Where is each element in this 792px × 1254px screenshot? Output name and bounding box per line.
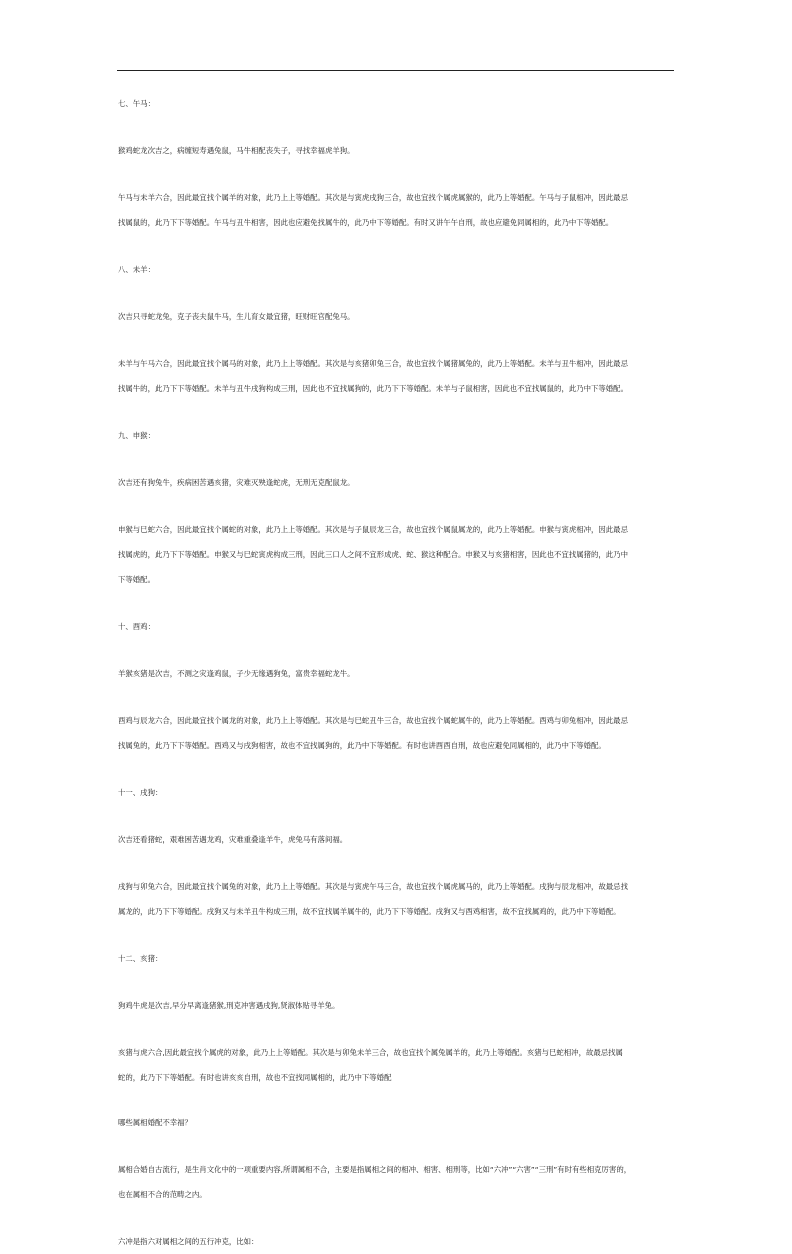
section-xu-gou	[118, 780, 674, 924]
body-line: 午马与未羊六合，因此最宜找个属羊的对象，此乃上上等婚配。其次是与寅虎戌狗三合，故也宜找个属虎属猴的，此乃上等婚配。午马与子鼠相冲，因此最忌	[118, 193, 628, 202]
document-body	[118, 91, 674, 1254]
body-line: 找属虎的，此乃下下等婚配。申猴又与巳蛇寅虎构成三刑，因此三口人之间不宜形成虎、蛇、猴这种配合。申猴又与亥猪相害，因此也不宜找属猪的，此乃中	[118, 550, 628, 559]
body-line: 找属兔的，此乃下下等婚配。酉鸡又与戌狗相害，故也不宜找属狗的，此乃中下等婚配。有时也讲酉酉自刑，故也应避免同属相的，此乃中下等婚配。	[118, 741, 606, 750]
section-verse: 狗鸡牛虎是次吉,早分早离逢猪猴,刑克冲害遇戌狗,贤淑体贴寻羊兔。	[118, 1001, 340, 1010]
closing-question: 哪些属相婚配不幸福？	[118, 1118, 192, 1127]
closing-section	[118, 1110, 674, 1254]
body-line: 下等婚配。	[118, 575, 155, 584]
section-verse: 次吉只寻蛇龙兔，克子丧夫鼠牛马，生儿育女最宜猪，旺财旺官配兔马。	[118, 312, 355, 321]
body-line: 蛇的，此乃下下等婚配。有时也讲亥亥自刑，故也不宜找同属相的，此乃中下等婚配	[118, 1073, 392, 1082]
section-verse: 羊猴亥猪是次吉，不测之灾逢鸡鼠，子少无缘遇狗兔，富贵幸福蛇龙牛。	[118, 669, 355, 678]
section-verse: 次吉还有狗兔牛，疾病困苦遇亥猪，灾难灭殃逢蛇虎，无刑无克配鼠龙。	[118, 478, 355, 487]
body-line: 找属牛的，此乃下下等婚配。未羊与丑牛戌狗构成三刑，因此也不宜找属狗的，此乃下下等婚配。未羊与子鼠相害，因此也不宜找属鼠的，此乃中下等婚配。	[118, 384, 628, 393]
section-verse: 次吉还看猪蛇，艰难困苦遇龙鸡，灾难重叠逢羊牛，虎兔马有落间福。	[118, 835, 348, 844]
closing-last-line: 六冲是指六对属相之间的五行冲克，比如：	[118, 1237, 259, 1246]
section-shen-hou	[118, 423, 674, 592]
header-rule	[117, 70, 674, 71]
section-wu-ma	[118, 91, 674, 235]
section-wei-yang	[118, 257, 674, 401]
section-heading: 十一、戌狗：	[118, 788, 163, 797]
body-line: 戌狗与卯兔六合，因此最宜找个属兔的对象，此乃上上等婚配。其次是与寅虎午马三合，故也宜找个属虎属马的，此乃上等婚配。戌狗与辰龙相冲，故最忌找	[118, 882, 628, 891]
body-line: 亥猪与虎六合,因此最宜找个属虎的对象，此乃上上等婚配。其次是与卯兔未羊三合，故也宜找个属兔属羊的，此乃上等婚配。亥猪与巳蛇相冲，故最忌找属	[118, 1048, 623, 1057]
section-heading: 七、午马：	[118, 99, 155, 108]
body-line: 申猴与巳蛇六合，因此最宜找个属蛇的对象，此乃上上等婚配。其次是与子鼠辰龙三合，故也宜找个属鼠属龙的，此乃上等婚配。申猴与寅虎相冲，因此最忌	[118, 525, 628, 534]
section-you-ji	[118, 614, 674, 758]
body-line: 也在属相不合的范畴之内。	[118, 1190, 207, 1199]
section-verse: 猴鸡蛇龙次吉之，病缠短寿遇兔鼠，马牛相配丧失子，寻找幸福虎羊狗。	[118, 146, 355, 155]
body-line: 酉鸡与辰龙六合，因此最宜找个属龙的对象，此乃上上等婚配。其次是与巳蛇丑牛三合，故也宜找个属蛇属牛的，此乃上等婚配。酉鸡与卯兔相冲，因此最忌	[118, 716, 628, 725]
body-line: 属相合婚自古流行，是生肖文化中的一项重要内容,所谓属相不合，主要是指属相之间的相冲、相害、相刑等，比如“六冲”“六害”“三刑”有时有些相克厉害的，	[118, 1165, 632, 1174]
body-line: 未羊与午马六合，因此最宜找个属马的对象，此乃上上等婚配。其次是与亥猪卯兔三合，故也宜找个属猪属兔的，此乃上等婚配。未羊与丑牛相冲，因此最忌	[118, 359, 628, 368]
section-heading: 八、未羊：	[118, 265, 155, 274]
section-heading: 十、酉鸡：	[118, 622, 155, 631]
body-line: 属龙的，此乃下下等婚配。戌狗又与未羊丑牛构成三刑，故不宜找属羊属牛的，此乃下下等婚配。戌狗又与酉鸡相害，故不宜找属鸡的，此乃中下等婚配。	[118, 907, 621, 916]
body-line: 找属鼠的，此乃下下等婚配。午马与丑牛相害，因此也应避免找属牛的，此乃中下等婚配。有时又讲午午自刑，故也应避免同属相的，此乃中下等婚配。	[118, 218, 614, 227]
section-hai-zhu	[118, 946, 674, 1090]
section-heading: 十二、亥猪：	[118, 954, 163, 963]
section-heading: 九、申猴：	[118, 431, 155, 440]
